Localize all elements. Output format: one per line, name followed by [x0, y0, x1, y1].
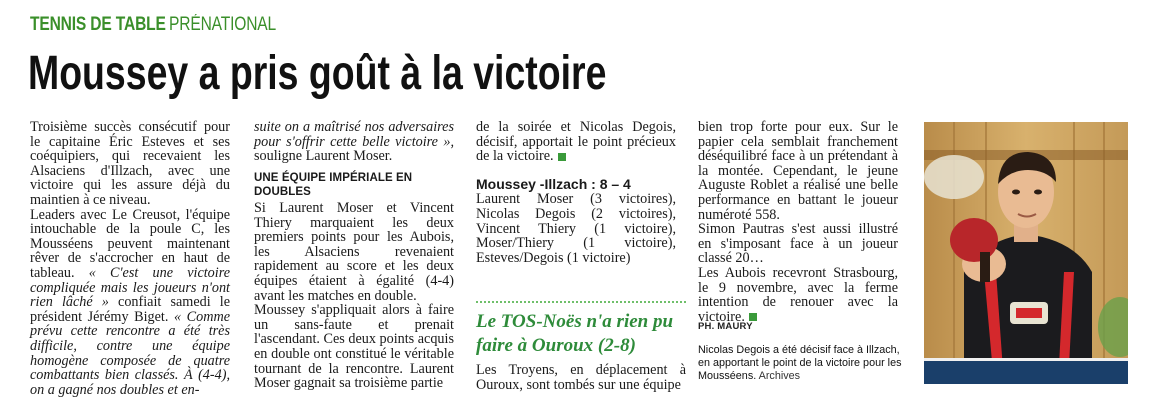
- moser-quote-end: suite on a maîtrisé nos adversaires pour s'offrir cette belle victoire »,: [254, 119, 454, 150]
- paragraph-leaders: [30, 208, 230, 398]
- sidebar-intro: Les Troyens, en déplacement à Ouroux, sont tombés sur une équipe: [476, 362, 686, 393]
- photo-caption: [698, 344, 912, 383]
- player-photo: [924, 122, 1128, 384]
- paragraph-troyens: bien trop forte pour eux. Sur le papier cela semblait franchement déséquilibré face à un prétendant à la montée. Cependant, le jeune Auguste Roblet a réalisé une belle performance en battant le joueur numéroté 558.: [698, 119, 898, 223]
- subheading-doubles: UNE ÉQUIPE IMPÉRIALE EN DOUBLES: [254, 171, 413, 199]
- paragraph-first-points: Si Laurent Moser et Vincent Thiery marquaient les deux premiers points pour les Aubois, les Alsaciens revenaient rapidement au score et les deux équipes étaient à égalité (4-4) avant les matches en double.: [254, 199, 454, 304]
- paragraph-pautras: Simon Pautras s'est aussi illustré en s'imposant face à un joueur classé 20…: [698, 221, 898, 267]
- president-attrib: confiait samedi le président Jérémy Biget.: [30, 294, 231, 325]
- leaders-text: Leaders avec Le Creusot, l'équipe intouchable de la poule C, les Mousséens peuvent maintenant rêver de s'accrocher en haut de tableau.: [30, 206, 230, 281]
- article-headline: Moussey a pris goût à la victoire: [28, 47, 607, 100]
- moser-quote-start: « Comme prévu cette rencontre a été très difficile, contre une équipe homogène composée de quatre combattants bien classés. À (4-4), on a gagné nos doubles et en-: [30, 308, 230, 398]
- caption-source: Archives: [758, 370, 801, 382]
- article-column-3: [476, 120, 676, 265]
- caption-text: Nicolas Degois a été décisif face à Illzach, en apportant le point de la victoire pour les Mousséens.: [698, 344, 902, 382]
- paragraph-intro: Troisième succès consécutif pour le capitaine Éric Esteves et ses coéquipiers, qui recevaient les Alsaciens d'Illzach, avec une victoire qui les assure déjà du maintien à ce niveau.: [30, 119, 230, 208]
- paragraph-decisive: [476, 120, 676, 164]
- kicker-section: TENNIS DE TABLE: [30, 14, 166, 35]
- moser-attrib: souligne Laurent Moser.: [254, 148, 393, 165]
- dotted-separator: [476, 301, 686, 303]
- end-of-article-mark: [558, 153, 566, 161]
- photo-credit: PH. MAURY: [698, 321, 753, 332]
- article-column-1: [30, 120, 230, 397]
- table-tennis-player-illustration: [924, 122, 1128, 384]
- kicker-level: PRÉNATIONAL: [169, 14, 277, 35]
- president-quote: « C'est une victoire compliquée mais les joueurs n'ont rien lâché »: [30, 264, 231, 311]
- result-details: Laurent Moser (3 victoires), Nicolas Degois (2 victoires), Vincent Thiery (1 victoire), Moser/Thiery (1 victoire), Esteves/Degois (1 victoire): [476, 191, 676, 266]
- paragraph-next-match: [698, 266, 898, 324]
- result-heading: Moussey -Illzach : 8 – 4: [476, 175, 631, 192]
- decisive-text: de la soirée et Nicolas Degois, décisif, apportait le point précieux de la victoire.: [476, 119, 676, 165]
- article-column-4: [698, 120, 898, 324]
- next-match-text: Les Aubois recevront Strasbourg, le 9 novembre, avec la ferme intention de renouer avec la victoire.: [698, 264, 898, 325]
- article-column-2: [254, 120, 454, 391]
- section-kicker: [30, 14, 276, 36]
- paragraph-doubles: Moussey s'appliquait alors à faire un sans-faute et prenait l'ascendant. Ces deux points acquis en double ont constitué le véritable tournant de la rencontre. Laurent Moser gagnait sa troisième partie: [254, 302, 454, 392]
- sidebar-headline: Le TOS-Noës n'a rien pu faire à Ouroux (2-8): [476, 311, 674, 356]
- paragraph-quote-cont: [254, 120, 454, 164]
